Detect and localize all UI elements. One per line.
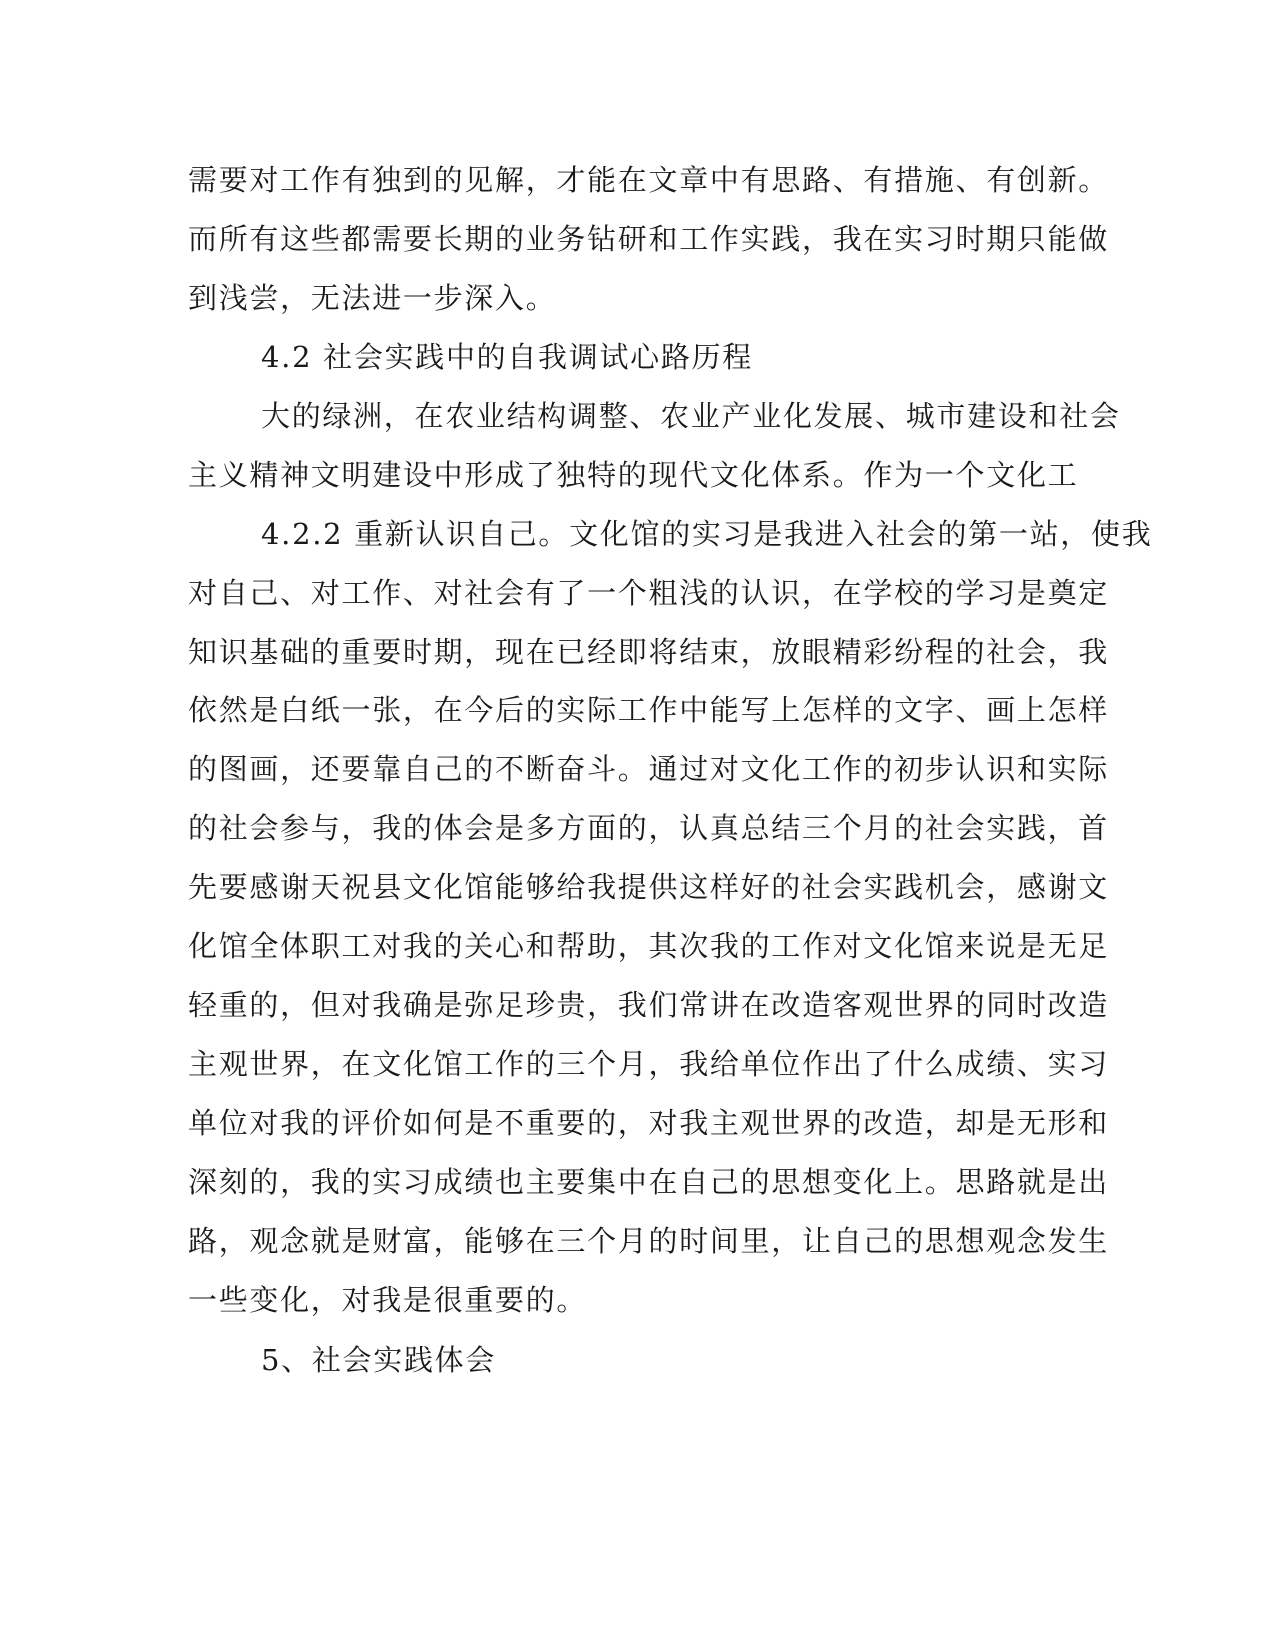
subsection-4-2-2-line: 4.2.2 重新认识自己。文化馆的实习是我进入社会的第一站，使我	[261, 517, 1153, 551]
paragraph-line: 的社会参与，我的体会是多方面的，认真总结三个月的社会实践，首	[188, 811, 1110, 845]
paragraph-line: 需要对工作有独到的见解，才能在文章中有思路、有措施、有创新。	[188, 163, 1110, 197]
paragraph-line: 路，观念就是财富，能够在三个月的时间里，让自己的思想观念发生	[188, 1224, 1110, 1258]
paragraph-line: 对自己、对工作、对社会有了一个粗浅的认识，在学校的学习是奠定	[188, 576, 1110, 610]
paragraph-line: 主义精神文明建设中形成了独特的现代文化体系。作为一个文化工	[188, 458, 1079, 492]
paragraph-line: 深刻的，我的实习成绩也主要集中在自己的思想变化上。思路就是出	[188, 1165, 1110, 1199]
paragraph-line: 到浅尝，无法进一步深入。	[188, 281, 557, 315]
paragraph-line: 主观世界，在文化馆工作的三个月，我给单位作出了什么成绩、实习	[188, 1047, 1110, 1081]
paragraph-line: 大的绿洲，在农业结构调整、农业产业化发展、城市建设和社会	[261, 399, 1121, 433]
paragraph-line: 一些变化，对我是很重要的。	[188, 1283, 588, 1317]
paragraph-line: 单位对我的评价如何是不重要的，对我主观世界的改造，却是无形和	[188, 1106, 1110, 1140]
paragraph-line: 知识基础的重要时期，现在已经即将结束，放眼精彩纷程的社会，我	[188, 635, 1110, 669]
section-heading-5: 5、社会实践体会	[261, 1343, 497, 1377]
paragraph-line: 化馆全体职工对我的关心和帮助，其次我的工作对文化馆来说是无足	[188, 929, 1110, 963]
paragraph-line: 依然是白纸一张，在今后的实际工作中能写上怎样的文字、画上怎样	[188, 693, 1110, 727]
paragraph-line: 先要感谢天祝县文化馆能够给我提供这样好的社会实践机会，感谢文	[188, 870, 1110, 904]
section-heading-4-2: 4.2 社会实践中的自我调试心路历程	[261, 340, 753, 374]
paragraph-line: 的图画，还要靠自己的不断奋斗。通过对文化工作的初步认识和实际	[188, 752, 1110, 786]
paragraph-line: 轻重的，但对我确是弥足珍贵，我们常讲在改造客观世界的同时改造	[188, 988, 1110, 1022]
paragraph-line: 而所有这些都需要长期的业务钻研和工作实践，我在实习时期只能做	[188, 222, 1110, 256]
